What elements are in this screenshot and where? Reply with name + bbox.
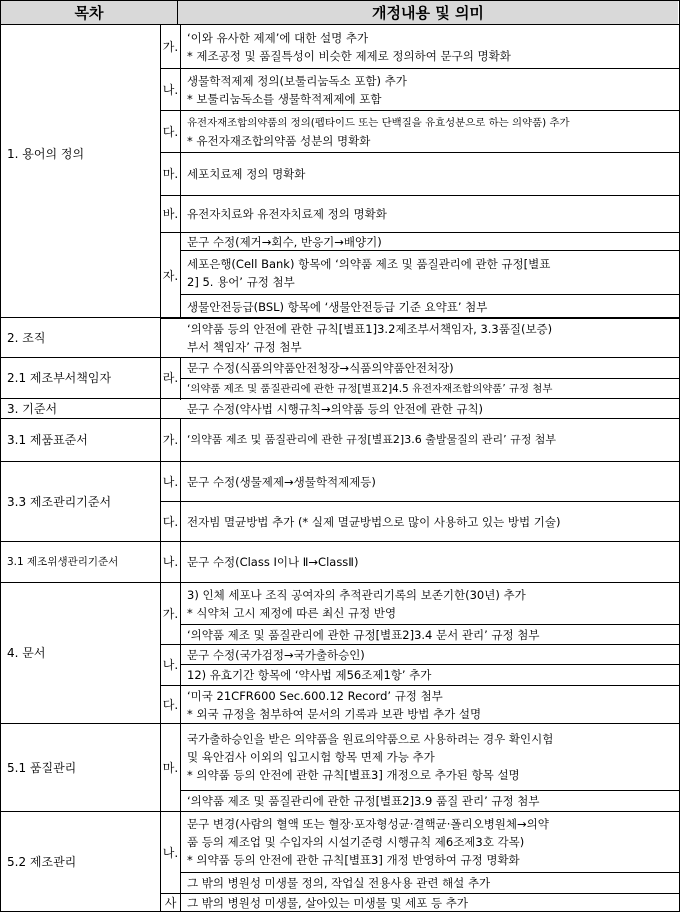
item-letter: 나. bbox=[162, 555, 179, 569]
item-letter: 라. bbox=[162, 371, 179, 385]
section-title: 5.1 품질관리 bbox=[7, 760, 77, 775]
item-letter: 자. bbox=[162, 268, 179, 283]
content-line: 그 밖의 병원성 미생물, 살아있는 미생물 및 세포 등 추가 bbox=[187, 895, 468, 910]
content-cell bbox=[181, 69, 679, 110]
content-cell bbox=[181, 686, 679, 723]
content-line: 생물안전등급(BSL) 항목에 ‘생물안전등급 기준 요약표’ 첨부 bbox=[187, 299, 488, 314]
content-line: ‘이와 유사한 제제’에 대한 설명 추가 bbox=[187, 30, 369, 45]
item-letter: 마. bbox=[162, 167, 179, 181]
content-cell bbox=[181, 111, 679, 152]
content-cell bbox=[181, 358, 679, 378]
content-line: 부서 책임자’ 규정 첨부 bbox=[187, 340, 302, 354]
item-letter: 사 bbox=[164, 895, 177, 910]
content-line: 문구 변경(사람의 혈액 또는 혈장·포자형성균·결핵균·폴리오병원체→의약 bbox=[187, 817, 549, 831]
content-line: 12) 유효기간 항목에 ‘약사법 제56조제1항’ 추가 bbox=[187, 668, 432, 682]
section-title: 2.1 제조부서책임자 bbox=[7, 371, 112, 385]
content-line: * 제조공정 및 품질특성이 비슷한 제제로 정의하여 문구의 명확화 bbox=[187, 48, 511, 63]
content-line: 및 육안검사 이외의 입고시험 항목 면제 가능 추가 bbox=[187, 750, 435, 764]
content-line: 품 등의 제조업 및 수입자의 시설기준령 시행규칙 제6조제3호 각목) bbox=[187, 835, 525, 849]
section-title: 3.3 제조관리기준서 bbox=[7, 494, 112, 509]
content-line: ‘의약품 제조 및 품질관리에 관한 규정[별표2]3.6 출발물질의 관리’ 규정 첨부 bbox=[187, 433, 557, 446]
content-line: * 유전자재조합의약품 성분의 명확화 bbox=[187, 133, 371, 148]
content-line: * 보툴리눔독소를 생물학적제제에 포함 bbox=[187, 91, 382, 106]
content-line: 문구 수정(생물제제→생물학적제제등) bbox=[187, 474, 376, 489]
content-line: ‘의약품 등의 안전에 관한 규칙[별표1]3.2제조부서책임자, 3.3품질(보증) bbox=[187, 322, 553, 336]
section-title: 3.1 제품표준서 bbox=[7, 433, 88, 447]
section-title: 2. 조직 bbox=[7, 330, 46, 345]
content-cell bbox=[181, 665, 679, 685]
content-line: 문구 수정(식품의약품안전청장→식품의약품안전처장) bbox=[187, 361, 454, 375]
content-cell bbox=[181, 379, 679, 398]
content-cell bbox=[181, 625, 679, 644]
content-line: 전자빔 멸균방법 추가 (* 실제 멸균방법으로 많이 사용하고 있는 방법 기술) bbox=[187, 514, 561, 529]
content-cell bbox=[181, 791, 679, 811]
content-cell bbox=[181, 153, 679, 195]
content-cell bbox=[181, 233, 679, 250]
content-line: 문구 수정(Class Ⅰ이나 Ⅱ→ClassⅡ) bbox=[187, 555, 359, 569]
content-cell bbox=[181, 462, 679, 501]
item-letter: 나. bbox=[162, 474, 179, 489]
content-line: 문구 수정(제거→회수, 반응기→배양기) bbox=[187, 234, 382, 249]
content-cell bbox=[181, 319, 679, 357]
content-cell bbox=[181, 419, 679, 461]
item-letter: 나. bbox=[162, 82, 179, 97]
content-line: * 의약품 등의 안전에 관한 규칙[별표3] 개정으로 추가된 항목 설명 bbox=[187, 768, 520, 782]
item-letter: 다. bbox=[162, 514, 179, 529]
content-cell bbox=[181, 295, 679, 318]
item-letter: 다. bbox=[162, 697, 179, 712]
content-line: ‘의약품 제조 및 품질관리에 관한 규정[별표2]3.9 품질 관리’ 규정 첨부 bbox=[187, 794, 540, 808]
content-line: 국가출하승인을 받은 의약품을 원료의약품으로 사용하려는 경우 확인시험 bbox=[187, 732, 554, 746]
item-letter: 가. bbox=[162, 39, 179, 54]
content-cell bbox=[181, 25, 679, 68]
content-line: 그 밖의 병원성 미생물 정의, 작업실 전용사용 관련 해설 추가 bbox=[187, 876, 491, 890]
content-cell bbox=[181, 583, 679, 624]
item-letter: 나. bbox=[162, 845, 179, 860]
content-cell bbox=[181, 251, 679, 294]
content-line: 세포치료제 정의 명확화 bbox=[187, 167, 306, 181]
item-letter: 바. bbox=[162, 207, 179, 221]
item-letter: 마. bbox=[162, 760, 179, 775]
content-line: 문구 수정(약사법 시행규칙→의약품 등의 안전에 관한 규칙) bbox=[187, 401, 484, 416]
content-line: 문구 수정(국가검정→국가출하승인) bbox=[187, 647, 365, 662]
content-line: 유전자재조합의약품의 정의(펩타이드 또는 단백질을 유효성분으로 하는 의약품) 추가 bbox=[187, 116, 570, 129]
content-cell bbox=[181, 399, 679, 418]
content-line: * 외국 규정을 첨부하여 문서의 기록과 보관 방법 추가 설명 bbox=[187, 706, 482, 721]
item-letter: 가. bbox=[162, 433, 179, 447]
content-cell bbox=[181, 196, 679, 232]
content-cell bbox=[181, 645, 679, 664]
item-letter: 나. bbox=[162, 658, 179, 672]
content-line: 세포은행(Cell Bank) 항목에 ‘의약품 제조 및 품질관리에 관한 규정[별표 bbox=[187, 256, 551, 271]
item-letter: 가. bbox=[162, 606, 179, 621]
content-line: 2] 5. 용어’ 규정 첨부 bbox=[187, 274, 295, 289]
content-cell bbox=[181, 542, 679, 582]
content-cell bbox=[181, 724, 679, 790]
content-line: 생물학적제제 정의(보툴리눔독소 포함) 추가 bbox=[187, 73, 407, 88]
header-toc: 목차 bbox=[1, 1, 177, 24]
content-line: * 의약품 등의 안전에 관한 규칙[별표3] 개정 반영하여 규정 명확화 bbox=[187, 853, 520, 867]
section-title: 3. 기준서 bbox=[7, 401, 58, 416]
content-cell bbox=[181, 502, 679, 541]
content-line: 3) 인체 세포나 조직 공여자의 추적관리기록의 보존기한(30년) 추가 bbox=[187, 587, 526, 602]
section-title: 1. 용어의 정의 bbox=[7, 147, 85, 161]
content-cell bbox=[181, 873, 679, 893]
content-line: ‘의약품 제조 및 품질관리에 관한 규정[별표2]3.4 문서 관리’ 규정 첨부 bbox=[187, 627, 540, 642]
section-title: 4. 문서 bbox=[7, 646, 46, 660]
content-cell bbox=[181, 894, 679, 911]
content-cell bbox=[181, 812, 679, 872]
header-content: 개정내용 및 의미 bbox=[178, 1, 678, 24]
section-title: 5.2 제조관리 bbox=[7, 854, 77, 869]
content-line: ‘의약품 제조 및 품질관리에 관한 규정[별표2]4.5 유전자재조합의약품’ 규정 첨부 bbox=[187, 382, 553, 395]
section-title: 3.1 제조위생관리기준서 bbox=[7, 556, 119, 568]
content-line: * 식약처 고시 제정에 따른 최신 규정 반영 bbox=[187, 605, 397, 620]
content-line: ‘미국 21CFR600 Sec.600.12 Record’ 규정 첨부 bbox=[187, 688, 443, 703]
content-line: 유전자치료와 유전자치료제 정의 명확화 bbox=[187, 207, 387, 221]
item-letter: 다. bbox=[162, 124, 179, 139]
